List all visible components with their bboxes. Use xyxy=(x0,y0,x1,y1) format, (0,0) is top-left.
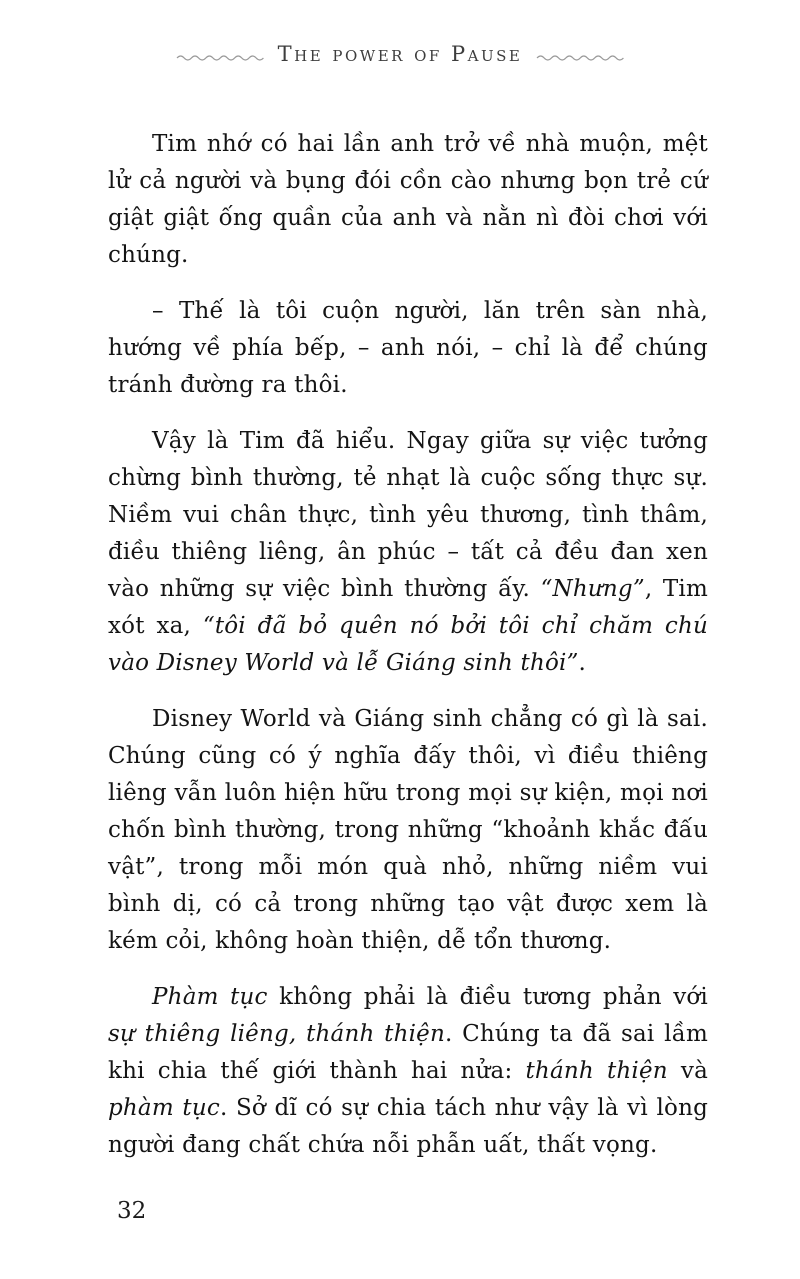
paragraph xyxy=(108,979,708,1164)
text-run: và xyxy=(667,1058,708,1084)
text-block xyxy=(108,126,708,1183)
text-run: . Sở dĩ có sự chia tách như vậy là vì lòng người đang chất chứa nỗi phẫn uất, thất vọng. xyxy=(108,1095,709,1158)
text-run: . Chúng ta đã sai lầm khi chia thế giới thành hai nửa: xyxy=(108,1021,708,1084)
header-flourish-left-icon xyxy=(176,52,264,62)
text-run: không phải là điều tương phản với xyxy=(267,984,708,1010)
text-run-italic: sự thiêng liêng, thánh thiện xyxy=(108,1021,445,1047)
text-run-italic: Phàm tục xyxy=(152,984,268,1010)
text-run-italic: “tôi đã bỏ quên nó bởi tôi chỉ chăm chú vào Disney World và lễ Giáng sinh thôi” xyxy=(108,613,709,676)
text-run: Tim nhớ có hai lần anh trở về nhà muộn, mệt lử cả người và bụng đói cồn cào nhưng bọn trẻ cứ giật giật ống quần của anh và nằn nì đòi chơi với chúng. xyxy=(108,131,708,268)
paragraph xyxy=(108,423,708,682)
paragraph xyxy=(108,293,708,404)
paragraph xyxy=(108,701,708,960)
text-run-italic: phàm tục xyxy=(108,1095,220,1121)
running-header xyxy=(0,42,800,66)
text-run: Disney World và Giáng sinh chẳng có gì là sai. Chúng cũng có ý nghĩa đấy thôi, vì điều thiêng liêng vẫn luôn hiện hữu trong mọi sự kiện, mọi nơi chốn bình thường, trong những “khoảnh khắc đấu vật”, trong mỗi món quà nhỏ, những niềm vui bình dị, có cả trong những tạo vật được xem là kém cỏi, không hoàn thiện, dễ tổn thương. xyxy=(108,706,708,954)
paragraph xyxy=(108,126,708,274)
text-run-italic: thánh thiện xyxy=(525,1058,668,1084)
text-run: – Thế là tôi cuộn người, lăn trên sàn nhà, hướng về phía bếp, – anh nói, – chỉ là để chúng tránh đường ra thôi. xyxy=(108,298,708,398)
page-number: 32 xyxy=(117,1198,147,1224)
text-run: . xyxy=(578,650,587,676)
text-run: Vậy là Tim đã hiểu. Ngay giữa sự việc tưởng chừng bình thường, tẻ nhạt là cuộc sống thực sự. Niềm vui chân thực, tình yêu thương, tình thâm, điều thiêng liêng, ân phúc – tất cả đều đan xen vào những sự việc bình thường ấy. xyxy=(108,428,708,602)
text-run: , Tim xót xa, xyxy=(108,576,708,639)
running-header-title: The power of Pause xyxy=(277,42,523,66)
text-run-italic: “Nhưng” xyxy=(540,576,645,602)
header-flourish-right-icon xyxy=(536,52,624,62)
